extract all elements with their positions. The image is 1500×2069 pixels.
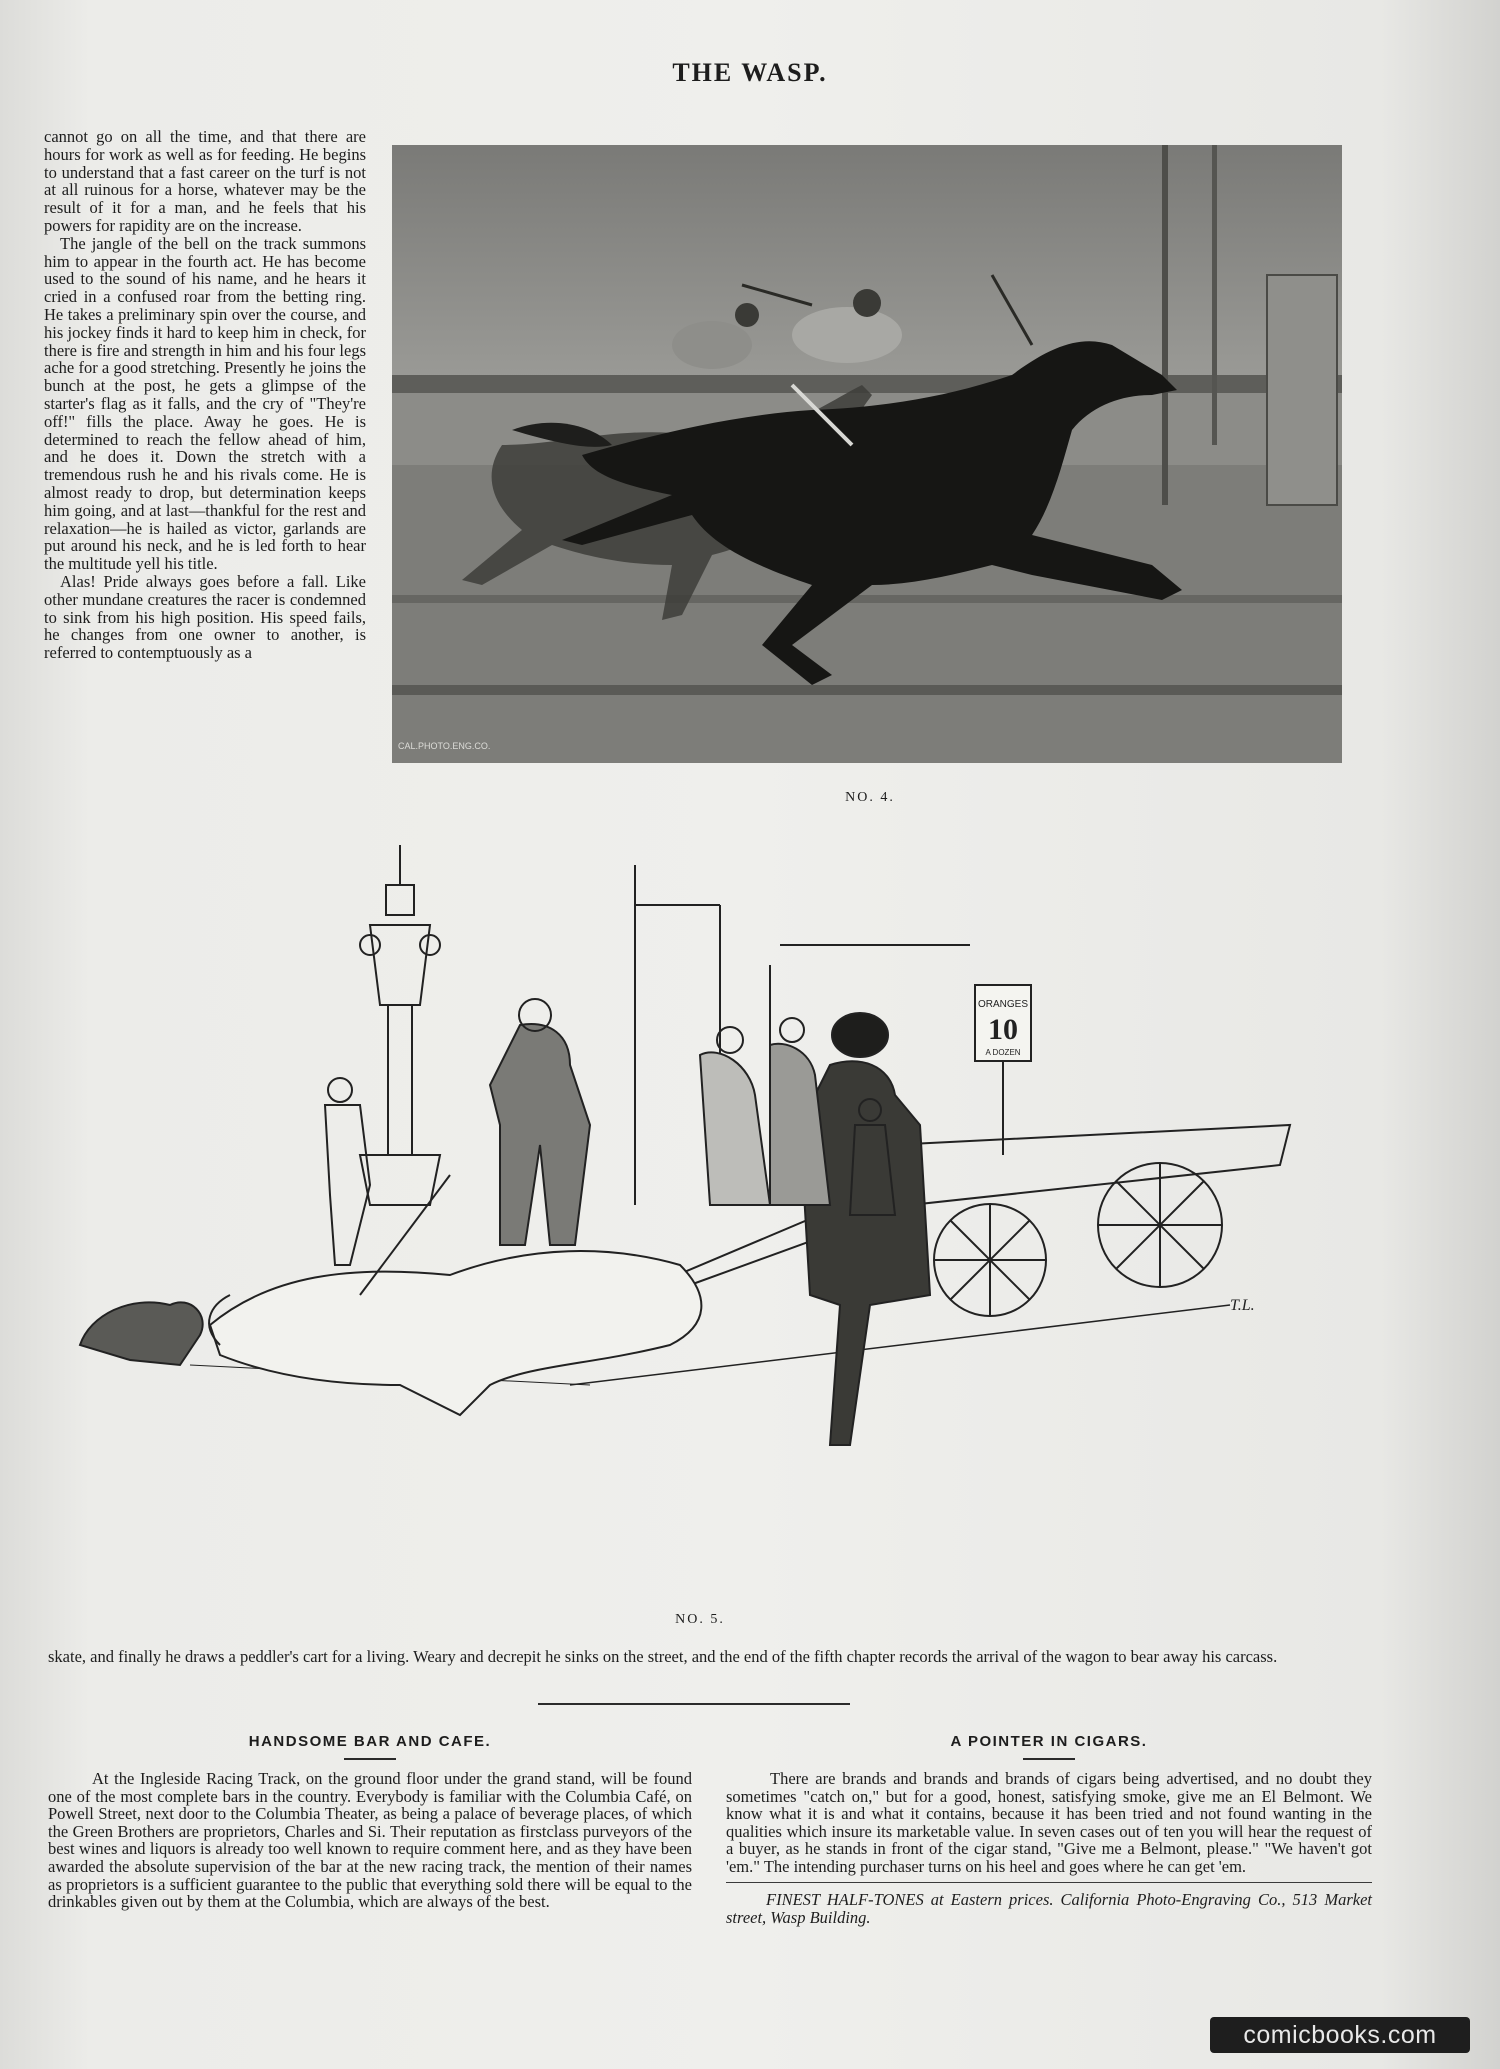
article-bar-and-cafe (48, 1733, 692, 1911)
photo-credit: CAL.PHOTO.ENG.CO. (398, 741, 491, 751)
continued-text: skate, and finally he draws a peddler's cart for a living. Weary and decrepit he sinks on the street, and the end of the fifth chapter records the arrival of the wagon to bear away his carcass. (48, 1647, 1278, 1666)
street-scene-illustration (70, 825, 1360, 1585)
section-divider (538, 1703, 850, 1705)
fallen-horse-drawing (70, 825, 1360, 1585)
paragraph: Alas! Pride always goes before a fall. Like other mundane creatures the racer is condemned to sink from his high position. His speed fails, he changes from one owner to another, is referred to contemptuously as a (44, 571, 366, 663)
sign-text-dozen: A DOZEN (985, 1048, 1021, 1057)
ad-divider (726, 1882, 1372, 1883)
title-underline (344, 1758, 396, 1760)
article-title: A POINTER IN CIGARS. (950, 1733, 1148, 1750)
artist-signature: T.L. (1230, 1297, 1255, 1314)
sign-text-oranges: ORANGES (977, 999, 1029, 1010)
advertisement: FINEST HALF-TONES at Eastern prices. California Photo-Engraving Co., 513 Market street, Wasp Building. (726, 1889, 1372, 1927)
paragraph: cannot go on all the time, and that there are hours for work as well as for feeding. He begins to understand that a fast career on the turf is not at all ruinous for a horse, whatever may be the result of it for a man, and he feels that his powers for rapidity are on the increase. (44, 127, 366, 235)
racehorse-illustration (392, 145, 1342, 763)
sign-text-price: 10 (988, 1013, 1018, 1046)
article-body: At the Ingleside Racing Track, on the ground floor under the grand stand, will be found one of the most complete bars in the country. Everybody is familiar with the Columbia Café, on Powell Street, next door to the Columbia Theater, as being a palace of beverage places, of which the Green Brothers are proprietors, Charles and Si. Their reputation as firstclass purveyors of the best wines and liquors is already too well known to require comment here, and as they have been awarded the absolute supervision of the bar at the new racing track, the mention of their names as proprietors is a sufficient guarantee to the public that everything sold there will be equal to the drinkables given out by them at the Columbia, which are always of the best. (48, 1769, 692, 1912)
article-body: There are brands and brands and brands of cigars being advertised, and no doubt they sometimes "catch on," but for a good, honest, satisfying smoke, give me an El Belmont. We know what it is and what it contains, because it has been tried and not found wanting in the qualities which insure its marketable value. In seven cases out of ten you will hear the request of a buyer, as he stands in front of the cigar stand, "Give me a Belmont, please." "We haven't got 'em." The intending purchaser turns on his heel and goes where he can get 'em. (726, 1769, 1372, 1876)
paragraph: The jangle of the bell on the track summons him to appear in the fourth act. He has become used to the sound of his name, and he hears it cried in a confused roar from the betting ring. He takes a preliminary spin over the course, and his jockey finds it hard to keep him in check, for there is fire and strength in him and his four legs ache for a good stretching. Presently he joins the bunch at the post, he gets a glimpse of the starter's flag as it falls, and the cry of "They're off!" fills the place. Away he goes. He is determined to reach the fellow ahead of him, and he does it. Down the stretch with a tremendous rush he and his rivals come. He is almost ready to drop, but determination keeps him going, and at last—thankful for the rest and relaxation—he is hailed as victor, garlands are put around his neck, and he is led forth to hear the multitude yell his title. (44, 233, 366, 574)
figure-caption: NO. 4. (845, 790, 895, 805)
site-watermark: comicbooks.com (1210, 2017, 1470, 2053)
figure-caption: NO. 5. (675, 1612, 725, 1627)
racehorse-halftone-photo (392, 145, 1342, 763)
title-underline (1023, 1758, 1075, 1760)
left-column-text (44, 128, 366, 662)
article-title: HANDSOME BAR AND CAFE. (248, 1733, 492, 1750)
masthead: THE WASP. (672, 58, 828, 87)
article-pointer-in-cigars (726, 1733, 1372, 1927)
